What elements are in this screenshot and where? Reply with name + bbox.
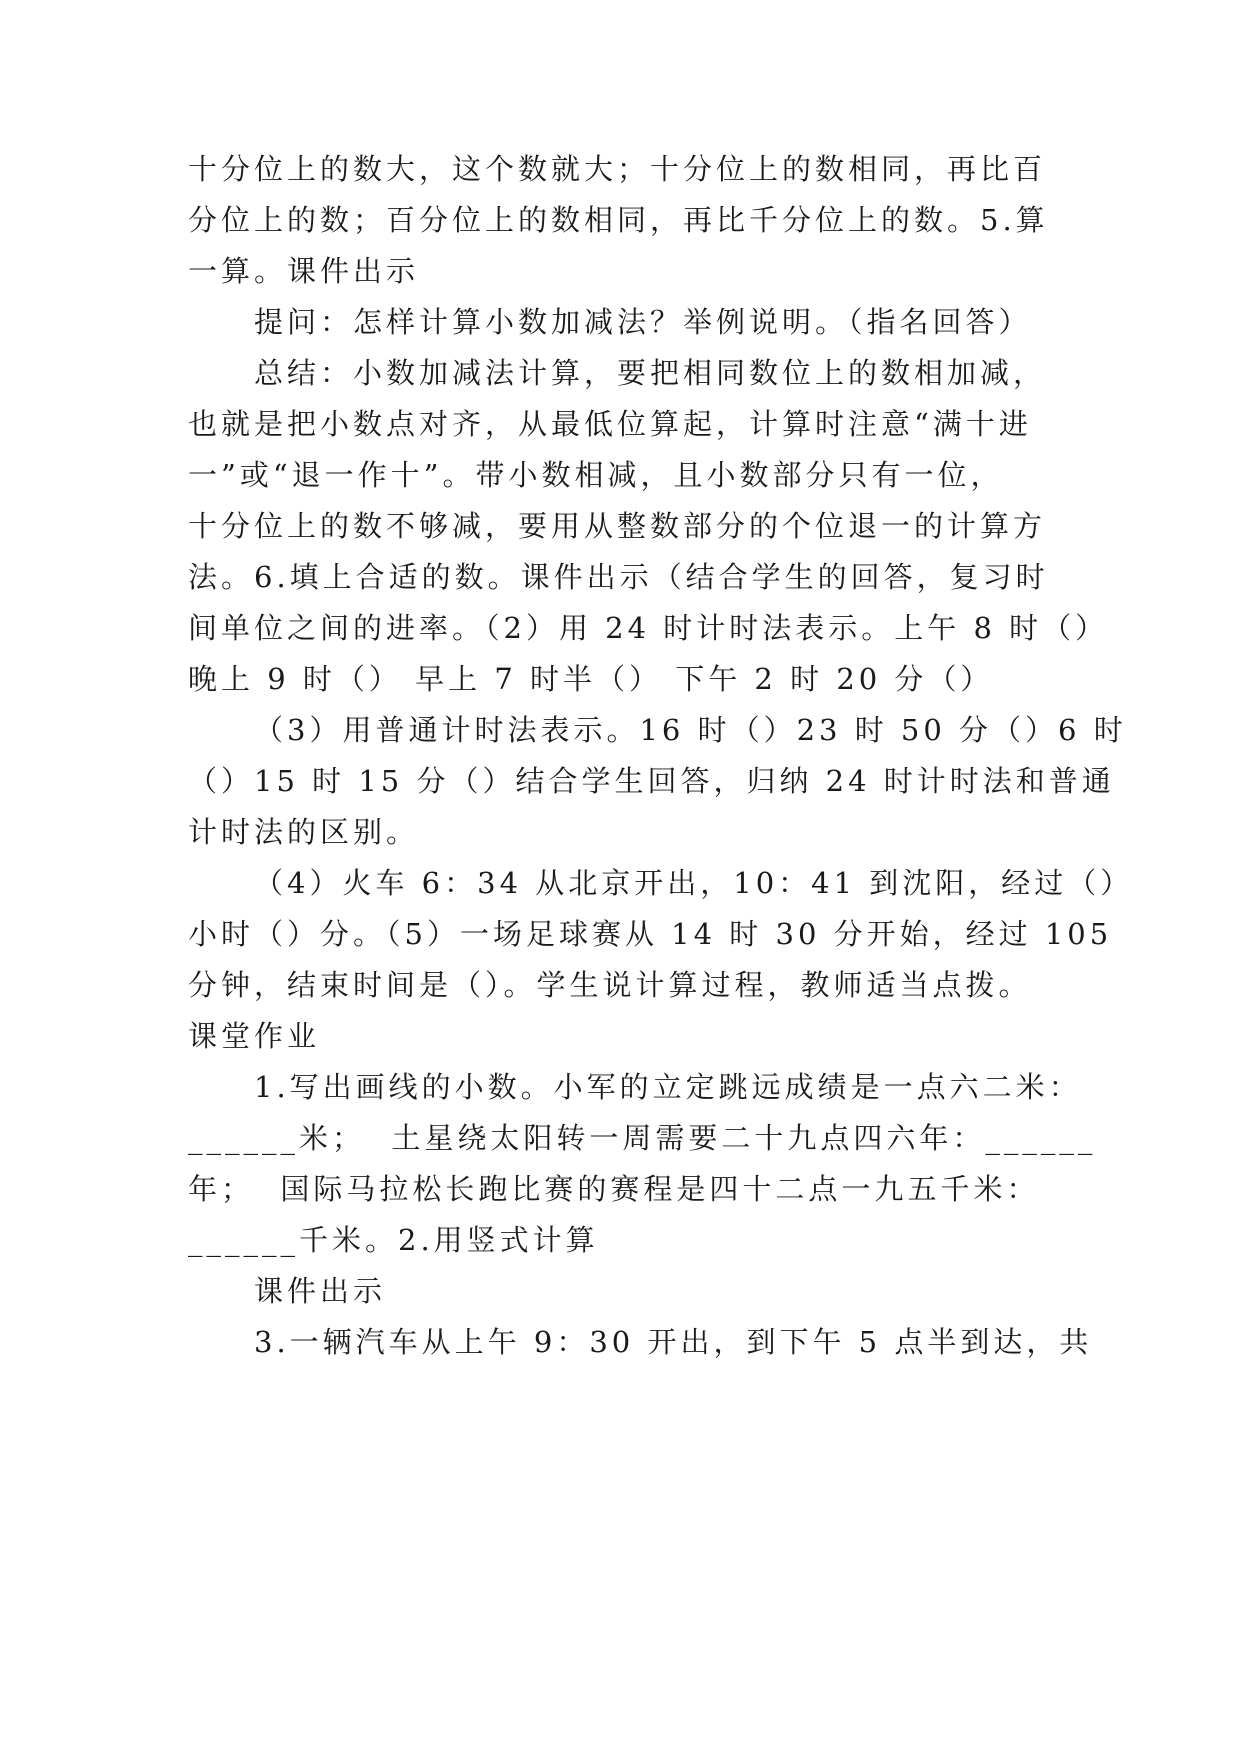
text-line-19: 1.写出画线的小数。小军的立定跳远成绩是一点六二米： [254,1070,1082,1104]
text-line-4: 提问：怎样计算小数加减法？举例说明。（指名回答） [254,305,1032,339]
section-heading-classwork: 课堂作业 [188,1019,321,1053]
text-line-11: 晚上 9 时（） 早上 7 时半（） 下午 2 时 20 分（） [188,662,994,696]
text-line-2: 分位上的数；百分位上的数相同，再比千分位上的数。5.算 [188,203,1049,237]
text-line-22: ______千米。2.用竖式计算 [188,1223,599,1257]
text-line-17: 分钟，结束时间是（）。学生说计算过程，教师适当点拨。 [188,968,1032,1002]
text-line-5: 总结：小数加减法计算，要把相同数位上的数相加减， [254,356,1047,390]
text-line-24: 3.一辆汽车从上午 9：30 开出，到下午 5 点半到达，共 [254,1325,1093,1359]
text-line-12: （3）用普通计时法表示。16 时（）23 时 50 分（）6 时 [254,713,1127,747]
text-line-15: （4）火车 6：34 从北京开出，10：41 到沈阳，经过（） [254,866,1134,900]
text-line-9: 法。6.填上合适的数。课件出示（结合学生的回答，复习时 [188,560,1049,594]
text-line-10: 间单位之间的进率。（2）用 24 时计时法表示。上午 8 时（） [188,611,1109,645]
text-line-23: 课件出示 [254,1274,387,1308]
text-line-7: 一”或“退一作十”。带小数相减，且小数部分只有一位， [188,458,1004,492]
text-line-20: ______米； 土星绕太阳转一周需要二十九点四六年：______ [188,1121,1097,1155]
text-line-6: 也就是把小数点对齐，从最低位算起，计算时注意“满十进 [188,407,1032,441]
text-line-13: （）15 时 15 分（）结合学生回答，归纳 24 时计时法和普通 [188,764,1115,798]
text-line-3: 一算。课件出示 [188,254,420,288]
text-line-1: 十分位上的数大，这个数就大；十分位上的数相同，再比百 [188,152,1047,186]
text-line-16: 小时（）分。（5）一场足球赛从 14 时 30 分开始，经过 105 [188,917,1113,951]
text-line-8: 十分位上的数不够减，要用从整数部分的个位退一的计算方 [188,509,1047,543]
text-line-14: 计时法的区别。 [188,815,420,849]
text-line-21: 年； 国际马拉松长跑比赛的赛程是四十二点一九五千米： [188,1172,1040,1206]
